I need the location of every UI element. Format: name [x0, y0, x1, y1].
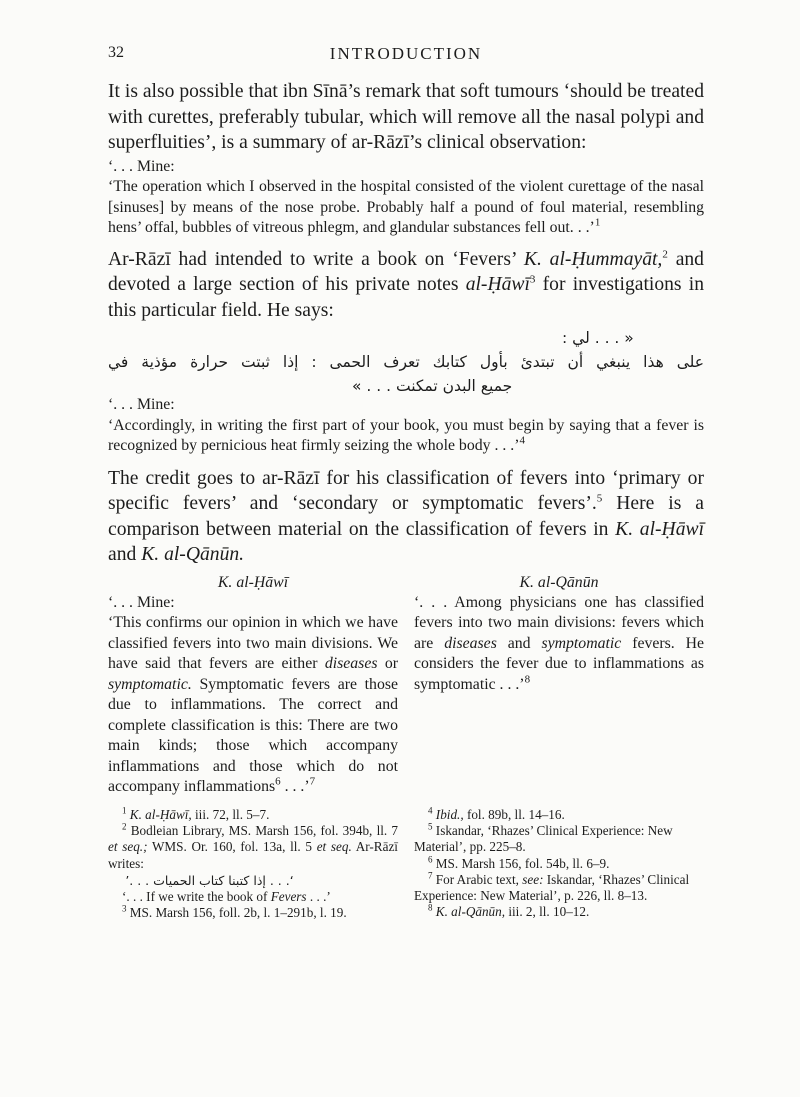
footnote-4: $^4$ Ibid., fol. 89b, ll. 14–16.	[428, 805, 565, 822]
footnote-2-translation: ‘. . . If we write the book of Fevers . . .’	[122, 888, 331, 904]
footnotes-right	[414, 807, 704, 921]
quote-2: ‘Accordingly, in writing the first part of your book, you must begin by saying that a fever is recognized by pernicious heat firmly seizing the whole body . . .’$^4$	[108, 416, 704, 454]
paragraph-3: The credit goes to ar-Rāzī for his classification of fevers into ‘primary or specific fevers’ and ‘secondary or symptomatic fevers’.$^5$ Here is a comparison between material on the classification of fevers in K. al-Ḥāwī and K. al-Qānūn.	[108, 467, 705, 565]
book-title-qanun: K. al-Qānūn.	[141, 544, 245, 565]
arabic-line-1: « . . . لي :	[562, 329, 634, 347]
footnote-1: $^1$ K. al-Ḥāwī, iii. 72, ll. 5–7.	[122, 805, 270, 822]
footnote-ref-1: 1	[594, 216, 601, 229]
column-hawi-heading: K. al-Ḥāwī	[217, 573, 289, 591]
quote-1: ‘The operation which I observed in the hospital consisted of the violent curettage of the nasal [sinuses] by means of the nose probe. Probably half a pound of foul material, resembling hens’ offal, bubbles of vitreous phlegm, and glandular substances fell out. . .’$^1$	[108, 178, 704, 236]
footnotes	[108, 807, 704, 921]
arabic-line-2: على هذا ينبغي أن تبتدئ بأول كتابك تعرف الحمى : إذا ثبتت حرارة مؤذية في	[108, 353, 704, 371]
paragraph-1: It is also possible that ibn Sīnā’s remark that soft tumours ‘should be treated with curettes, preferably tubular, which will remove all the nasal polypi and superfluities’, is a summary of ar-Rāzī’s clinical observation:	[108, 81, 704, 153]
book-title-hawi-2: K. al-Ḥāwī	[615, 518, 705, 540]
footnote-ref-5: 5	[596, 492, 603, 505]
arabic-line-3: جميع البدن تمكنت . . . »	[352, 377, 513, 395]
footnote-6: $^6$ MS. Marsh 156, fol. 54b, ll. 6–9.	[428, 854, 610, 871]
book-title-hawi: al-Ḥāwī	[465, 274, 530, 295]
column-qanun	[414, 573, 704, 798]
arabic-quote	[108, 326, 704, 398]
footnote-ref-4: 4	[519, 434, 525, 447]
running-head: INTRODUCTION	[329, 44, 483, 63]
page-header	[108, 44, 704, 66]
footnote-8: $^8$ K. al-Qānūn, iii. 2, ll. 10–12.	[428, 902, 590, 920]
column-hawi	[108, 573, 398, 798]
footnote-2: $^2$ Bodleian Library, MS. Marsh 156, fol. 394b, ll. 7 et seq.; WMS. Or. 160, fol. 13a, ll. 5 et seq. Ar-Rāzī writes:	[108, 821, 399, 871]
footnote-2-arabic: ‘. . . إذا كتبنا كتاب الحميات . . .’	[125, 872, 294, 888]
quote-1-lead: ‘. . . Mine:	[108, 157, 175, 175]
column-hawi-lead: ‘. . . Mine:	[108, 593, 175, 611]
footnote-ref-2: 2	[662, 247, 668, 260]
footnote-ref-6: 6	[275, 775, 281, 788]
footnote-5: $^5$ Iskandar, ‘Rhazes’ Clinical Experience: New Material’, pp. 225–8.	[414, 821, 673, 855]
body-text	[108, 79, 704, 798]
footnote-ref-7: 7	[309, 775, 316, 788]
column-qanun-heading: K. al-Qānūn	[519, 573, 599, 591]
footnote-7: $^7$ For Arabic text, see: Iskandar, ‘Rhazes’ Clinical Experience: New Material’, p. 226, ll. 8–13.	[414, 870, 690, 904]
paragraph-2: Ar-Rāzī had intended to write a book on ‘Fevers’ K. al-Ḥummayāt,$^2$ and devoted a large section of his private notes al-Ḥāwī$^3$ for investigations in this particular field. He says:	[108, 247, 704, 321]
footnote-3: $^3$ MS. Marsh 156, foll. 2b, l. 1–291b, l. 19.	[122, 903, 347, 921]
footnote-ref-8: 8	[524, 673, 531, 686]
footnotes-left	[108, 807, 398, 921]
comparison-columns	[108, 573, 704, 798]
column-qanun-text: ‘. . . Among physicians one has classified fevers into two main divisions: fevers which are diseases and symptomatic fevers. He considers the fever due to inflammations as symptomatic . . .’$^8$	[414, 593, 705, 693]
footnote-ref-3: 3	[529, 273, 536, 286]
book-title-hummayat: K. al-Ḥummayāt,	[523, 248, 663, 270]
quote-2-lead: ‘. . . Mine:	[108, 396, 175, 413]
page-number: 32	[108, 44, 124, 61]
column-hawi-text: ‘This confirms our opinion in which we have classified fevers into two main divisions. We have said that fevers are either diseases or symptomatic. Symptomatic fevers are those due to inflammations. The correct and complete classification is this: There are two main kinds; those which accompany inflammations and those which do not accompany inflammations$^6$ . . .’$^7$	[108, 614, 399, 795]
